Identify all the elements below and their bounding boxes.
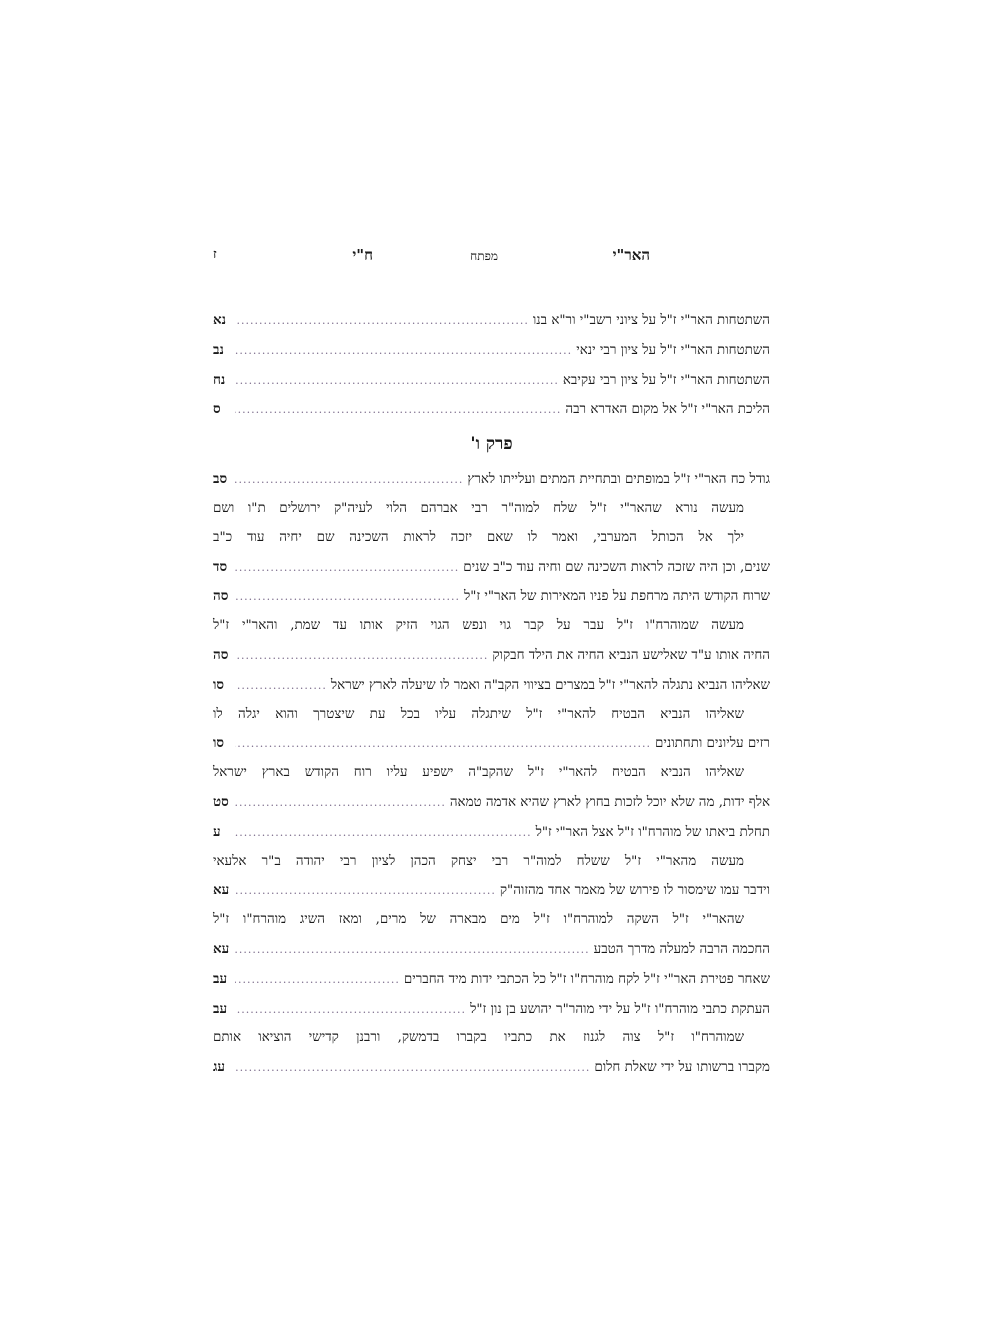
toc-entry[interactable] — [213, 848, 770, 907]
toc-entry-text: שאליהו הנביא נתגלה להאר"י ז"ל במצרים בציווי הקב"ה ואמר לו שיעלה לארץ ישראל — [330, 677, 770, 693]
toc-entry-text: גודל כח האר"י ז"ל במופתים ובתחיית המתים ועלייתו לארץ — [467, 472, 770, 488]
chapter-heading: פרק ו' — [470, 434, 513, 455]
leader-dots — [235, 583, 460, 612]
toc-entry[interactable] — [213, 701, 770, 760]
leader-dots — [235, 966, 400, 995]
toc-page-number: סה — [213, 646, 229, 663]
leader-dots — [235, 936, 590, 965]
toc-entry-text: שהאר"י ז"ל השקה למוהרח"ו ז"ל מים מבארה של מרים, ומאז השיג מוהרח"ו ז"ל — [213, 912, 744, 928]
leader-dots — [235, 730, 651, 759]
toc-entry-text: תחלת ביאתו של מוהרח"ו ז"ל אצל האר"י ז"ל — [535, 824, 770, 840]
document-page — [213, 246, 770, 1083]
toc-entry-text: מעשה שמוהרח"ו ז"ל עבר על קבר גוי ונפש הגוי הזיק אותו עד שמת, והאר"י ז"ל — [213, 618, 744, 634]
toc-entry-text: הליכת האר"י ז"ל אל מקום האדרא רבה — [565, 402, 770, 418]
toc-entry[interactable] — [213, 465, 770, 495]
toc-entry-text: שמוהרח"ו ז"ל צוה לגנוז את כתביו בקברו בדמשק, ורבנן קדישי הוציאו אותם — [213, 1030, 744, 1046]
leader-dots — [235, 466, 463, 495]
leader-dots — [235, 307, 529, 336]
toc-entry-text: מקברו ברשותו על ידי שאלת חלום — [594, 1060, 770, 1076]
leader-dots — [235, 642, 488, 671]
toc-page-number: עא — [213, 940, 230, 957]
toc-page-number: סד — [213, 558, 228, 575]
toc-entry[interactable] — [213, 336, 770, 366]
toc-page-number: סו — [213, 676, 225, 693]
toc-entry-text: השתטחות האר"י ז"ל על ציון רבי עקיבא — [562, 372, 770, 388]
toc-page-number: ע — [213, 823, 221, 840]
toc-entry-text: העתקת כתבי מוהרח"ו ז"ל על ידי מוהר"ר יהושע בן נון ז"ל — [470, 1001, 770, 1017]
toc-entry[interactable] — [213, 1024, 770, 1083]
toc-entry[interactable] — [213, 759, 770, 818]
toc-page-number: סב — [213, 471, 228, 488]
leader-dots — [235, 396, 561, 425]
header-section-name: מפתח — [470, 249, 498, 263]
toc-page-number: נב — [213, 341, 224, 358]
toc-entry[interactable] — [213, 612, 770, 671]
toc-entry[interactable] — [213, 671, 770, 701]
toc-entry[interactable] — [213, 306, 770, 336]
leader-dots — [235, 337, 572, 366]
toc-entry-text: מעשה נורא שהאר"י ז"ל שלח למוה"ר רבי אברהם הלוי לעיה"ק ירושלים ת"ו ושם — [213, 500, 744, 516]
toc-entry-text: וידבר עמו שימסור לו פירוש של מאמר אחד מהזוה"ק — [499, 883, 770, 899]
header-page-number: ז — [213, 247, 217, 262]
leader-dots — [235, 789, 446, 818]
toc-page-number: סה — [213, 588, 229, 605]
toc-page-number: עג — [213, 1059, 225, 1076]
toc-entry-text: שאליהו הנביא הבטיח להאר"י ז"ל שיתגלה עליו בכל עת שיצטרך והוא יגלה לו — [213, 706, 744, 722]
toc-entry-text: שרוח הקודש היתה מרחפת על פניו המאירות של האר"י ז"ל — [463, 589, 770, 605]
leader-dots — [235, 1054, 590, 1083]
toc-entry-text: אלף ידות, מה שלא יוכל לזכות בחוץ לארץ שהיא אדמה טמאה — [449, 794, 770, 810]
leader-dots — [235, 819, 532, 848]
toc-entry[interactable] — [213, 495, 770, 582]
table-of-contents — [213, 306, 770, 1083]
toc-entry-text: השתטחות האר"י ז"ל על ציון רבי ינאי — [576, 342, 770, 358]
toc-entry-text: שאחר פטירת האר"י ז"ל לקח מוהרח"ו ז"ל כל הכתבי ידות מיד החברים — [403, 971, 770, 987]
running-header — [213, 246, 770, 270]
toc-entry-text: החיה אותו ע"ד שאלישע הנביא החיה את הילד חבקוק — [492, 647, 770, 663]
leader-dots — [235, 877, 496, 906]
header-title-right: ח"י — [352, 246, 373, 264]
toc-entry-text: שנים, וכן היה שזכה לראות השכינה שם וחיה עוד כ"ב שנים — [463, 559, 770, 575]
toc-entry-text: החכמה הרבה למעלה מדרך הטבע — [593, 941, 770, 957]
toc-page-number: עא — [213, 882, 230, 899]
toc-page-number: עב — [213, 1000, 228, 1017]
toc-page-number: ס — [213, 401, 221, 418]
leader-dots — [235, 554, 459, 583]
toc-entry-text: שאליהו הנביא הבטיח להאר"י ז"ל שהקב"ה ישפיע עליו רוח הקודש בארץ ישראל — [213, 765, 744, 781]
toc-entry[interactable] — [213, 995, 770, 1025]
leader-dots — [235, 996, 466, 1025]
toc-entry[interactable] — [213, 366, 770, 396]
toc-entry[interactable] — [213, 395, 770, 425]
toc-entry-text: מעשה מהאר"י ז"ל ששלח למוה"ר רבי יצחק הכהן לציון רבי יהודה ב"ר אלעאי — [213, 853, 744, 869]
leader-dots — [235, 367, 559, 396]
toc-entry[interactable] — [213, 818, 770, 848]
toc-page-number: עב — [213, 970, 228, 987]
toc-entry-text: רזים עליונים ותחתונים — [654, 736, 770, 752]
toc-entry-text: השתטחות האר"י ז"ל על ציוני רשב"י ור"א בנו — [532, 313, 770, 328]
toc-entry-text: ילך אל הכותל המערבי, ואמר לו שאם יזכה לראות השכינה שם יחיה עוד כ"ב — [213, 529, 744, 545]
toc-entry[interactable] — [213, 582, 770, 612]
toc-page-number: נח — [213, 371, 226, 388]
toc-page-number: סו — [213, 735, 225, 752]
header-title-left: האר"י — [612, 246, 650, 264]
toc-entry[interactable] — [213, 906, 770, 965]
toc-page-number: סט — [213, 793, 229, 810]
toc-entry[interactable] — [213, 965, 770, 995]
leader-dots — [235, 672, 327, 701]
toc-page-number: נא — [213, 312, 226, 328]
